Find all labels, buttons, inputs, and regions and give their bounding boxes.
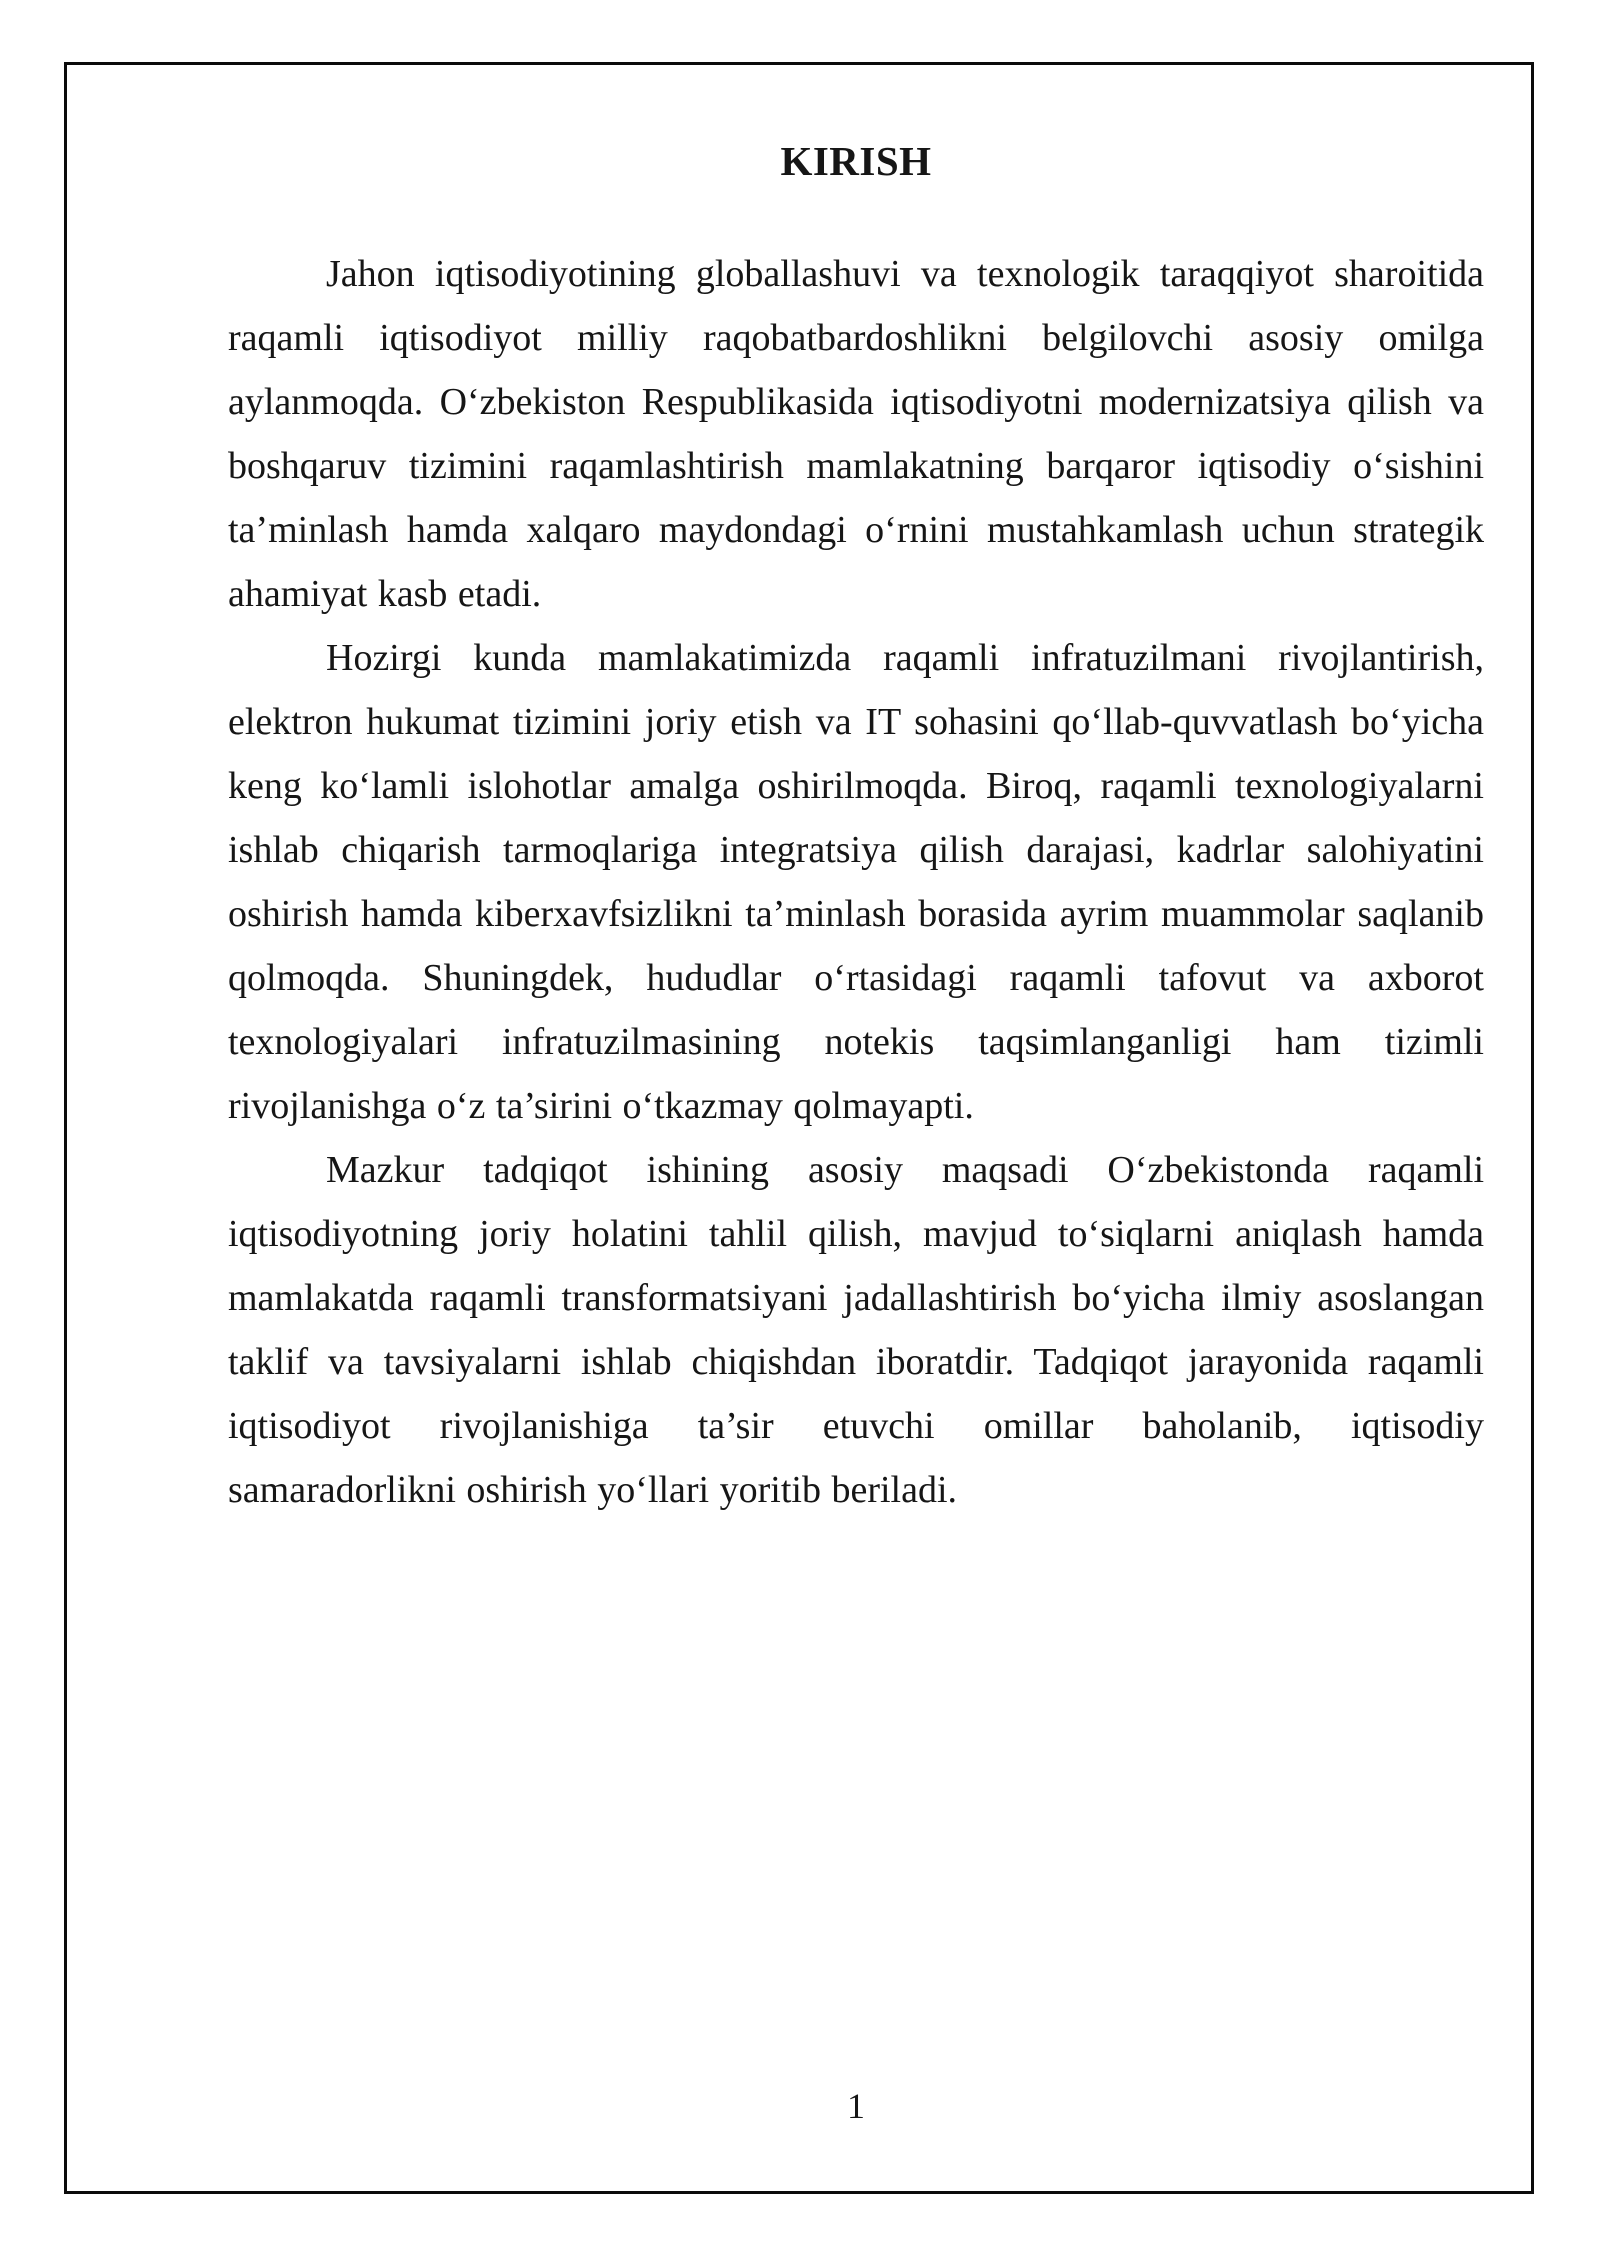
page-number: 1 bbox=[847, 2086, 865, 2126]
paragraph-3: Mazkur tadqiqot ishining asosiy maqsadi Oʻzbekistonda raqamli iqtisodiyotning joriy holatini tahlil qilish, mavjud toʻsiqlarni aniqlash hamda mamlakatda raqamli transformatsiyani jadallashtirish boʻyicha ilmiy asoslangan taklif va tavsiyalarni ishlab chiqishdan iboratdir. Tadqiqot jarayonida raqamli iqtisodiyot rivojlanishiga ta’sir etuvchi omillar baholanib, iqtisodiy samaradorlikni oshirish yoʻllari yoritib beriladi. bbox=[228, 1149, 1484, 1511]
page-content bbox=[228, 136, 1484, 1522]
paragraph-2: Hozirgi kunda mamlakatimizda raqamli infratuzilmani rivojlantirish, elektron hukumat tizimini joriy etish va IT sohasini qoʻllab-quvvatlash boʻyicha keng koʻlamli islohotlar amalga oshirilmoqda. Biroq, raqamli texnologiyalarni ishlab chiqarish tarmoqlariga integratsiya qilish darajasi, kadrlar salohiyatini oshirish hamda kiberxavfsizlikni ta’minlash borasida ayrim muammolar saqlanib qolmoqda. Shuningdek, hududlar oʻrtasidagi raqamli tafovut va axborot texnologiyalari infratuzilmasining notekis taqsimlanganligi ham tizimli rivojlanishga oʻz ta’sirini oʻtkazmay qolmayapti. bbox=[228, 637, 1484, 1127]
page-title: KIRISH bbox=[780, 138, 932, 184]
paragraph-1: Jahon iqtisodiyotining globallashuvi va texnologik taraqqiyot sharoitida raqamli iqtisodiyot milliy raqobatbardoshlikni belgilovchi asosiy omilga aylanmoqda. Oʻzbekiston Respublikasida iqtisodiyotni modernizatsiya qilish va boshqaruv tizimini raqamlashtirish mamlakatning barqaror iqtisodiy oʻsishini ta’minlash hamda xalqaro maydondagi oʻrnini mustahkamlash uchun strategik ahamiyat kasb etadi. bbox=[228, 253, 1484, 615]
